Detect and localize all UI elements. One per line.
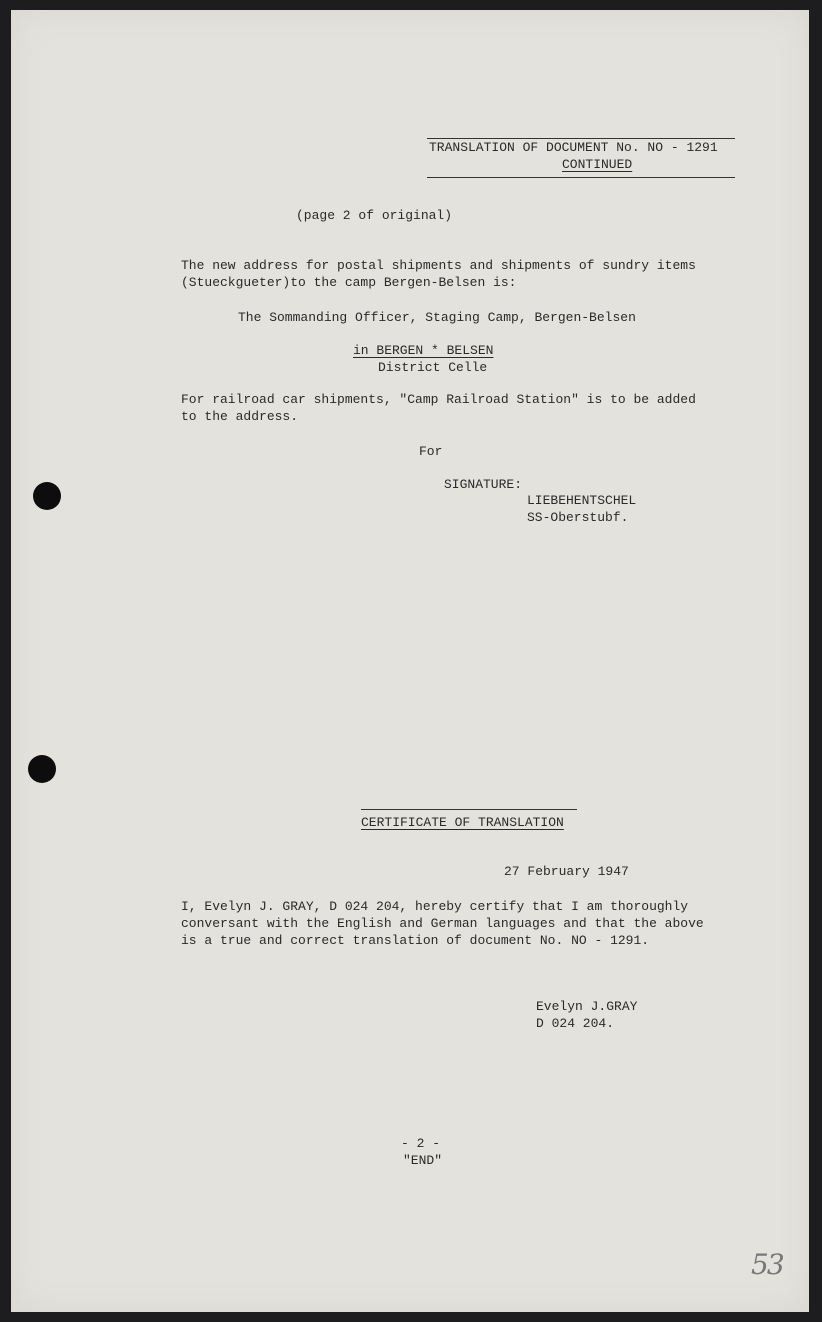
signature-rank: SS-Oberstubf. [527, 510, 629, 525]
end-marker: "END" [403, 1153, 443, 1168]
body-para1-line1: The new address for postal shipments and shipments of sundry items [181, 258, 696, 273]
signer-id: D 024 204. [536, 1016, 615, 1031]
header-bottom-rule [427, 177, 735, 178]
document-page [11, 10, 809, 1312]
certificate-date: 27 February 1947 [504, 864, 629, 879]
address-line3: District Celle [378, 360, 488, 375]
certificate-top-rule [361, 809, 577, 810]
body-para2-line2: to the address. [181, 409, 299, 424]
address-line2: in BERGEN * BELSEN [353, 343, 494, 358]
signature-label: SIGNATURE: [444, 477, 523, 492]
punch-hole-top [33, 482, 61, 510]
certificate-title: CERTIFICATE OF TRANSLATION [361, 815, 564, 830]
signer-name: Evelyn J.GRAY [536, 999, 638, 1014]
certificate-text-line3: is a true and correct translation of document No. NO - 1291. [181, 933, 650, 948]
signature-name: LIEBEHENTSCHEL [527, 493, 637, 508]
page-number: - 2 - [401, 1136, 441, 1151]
punch-hole-bottom [28, 755, 56, 783]
body-para1-line2: (Stueckgueter)to the camp Bergen-Belsen is: [181, 275, 517, 290]
body-para2-line1: For railroad car shipments, "Camp Railroad Station" is to be added [181, 392, 696, 407]
handwritten-page-number: 53 [751, 1248, 783, 1281]
certificate-text-line1: I, Evelyn J. GRAY, D 024 204, hereby certify that I am thoroughly [181, 899, 689, 914]
certificate-text-line2: conversant with the English and German languages and that the above [181, 916, 704, 931]
address-line1: The Sommanding Officer, Staging Camp, Bergen-Belsen [238, 310, 636, 325]
page-note: (page 2 of original) [296, 208, 453, 223]
header-title: TRANSLATION OF DOCUMENT No. NO - 1291 [429, 140, 718, 155]
for-label: For [419, 444, 443, 459]
header-continued: CONTINUED [562, 157, 633, 172]
